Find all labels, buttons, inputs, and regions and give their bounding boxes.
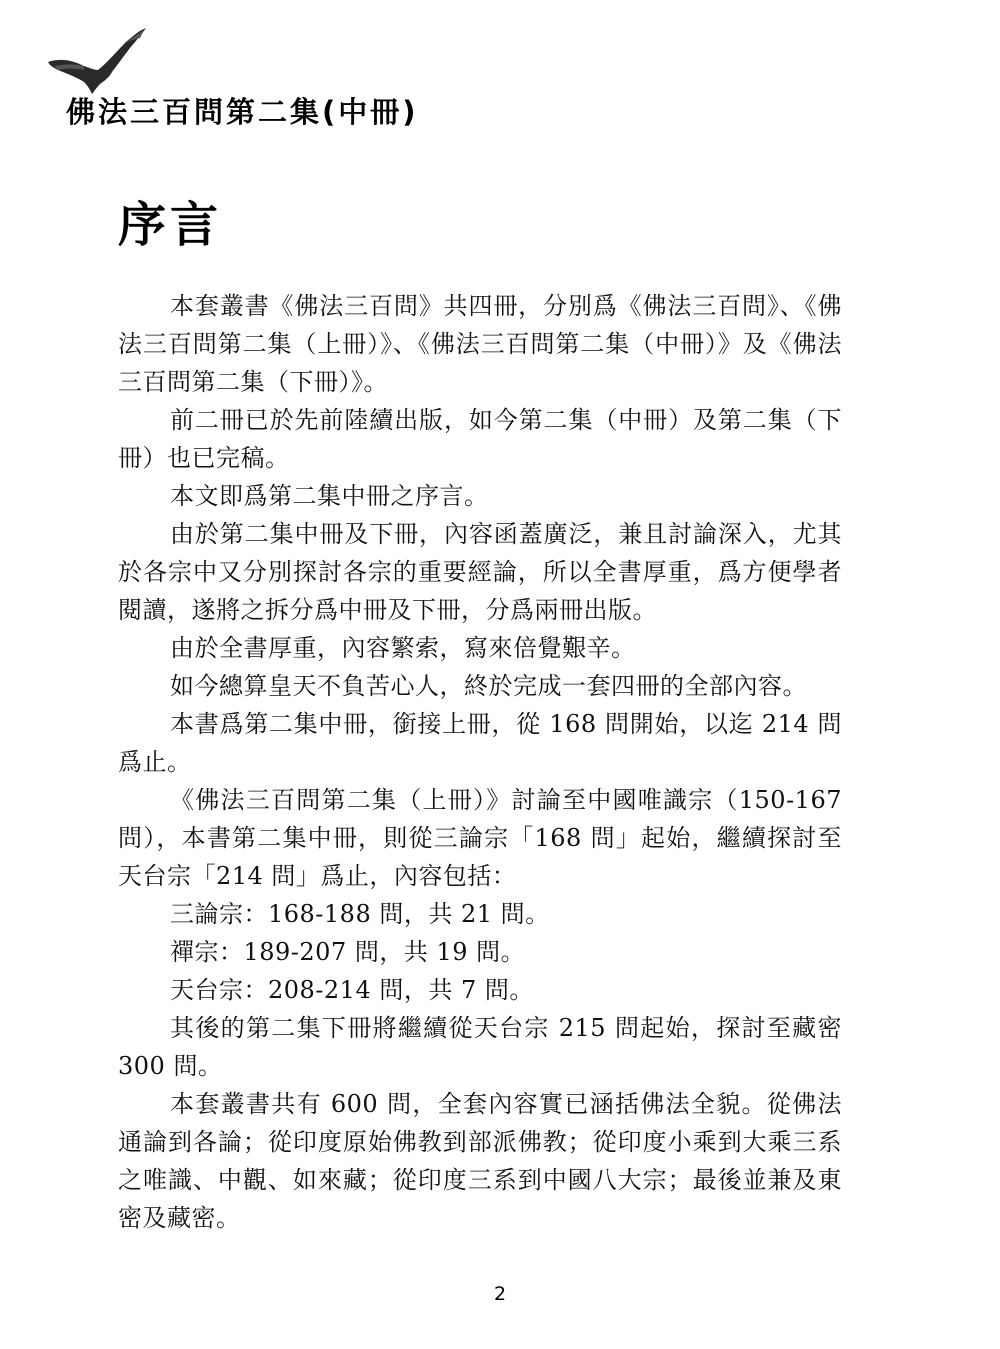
paragraph: 本文即爲第二集中冊之序言。 — [170, 482, 489, 510]
paragraph: 本套叢書《佛法三百問》共四冊，分別爲《佛法三百問》、《佛法三百問第二集（上冊）》、《佛法三百問第二集（中冊）》及《佛法三百問第二集（下冊）》。 — [118, 292, 842, 396]
body-text — [118, 287, 842, 1237]
book-title: 佛法三百問第二集(中冊) — [66, 95, 419, 129]
paragraph: 由於全書厚重，內容繁索，寫來倍覺艱辛。 — [170, 634, 636, 662]
chapter-title: 序言 — [118, 197, 223, 253]
paragraph: 本套叢書共有 600 問，全套內容實已涵括佛法全貌。從佛法通論到各論；從印度原始佛教到部派佛教；從印度小乘到大乘三系之唯識、中觀、如來藏；從印度三系到中國八大宗；最後並兼及東密及藏密。 — [118, 1090, 842, 1232]
paragraph: 由於第二集中冊及下冊，內容函蓋廣泛，兼且討論深入，尤其於各宗中又分別探討各宗的重要經論，所以全書厚重，爲方便學者閱讀，遂將之拆分爲中冊及下冊，分爲兩冊出版。 — [118, 520, 842, 624]
running-header — [44, 26, 464, 136]
paragraph: 禪宗：189-207 問，共 19 問。 — [170, 938, 526, 966]
paragraph: 三論宗：168-188 問，共 21 問。 — [170, 900, 550, 928]
paragraph: 《佛法三百問第二集（上冊）》討論至中國唯識宗（150-167問），本書第二集中冊，則從三論宗「168 問」起始，繼續探討至天台宗「214 問」爲止，內容包括： — [118, 786, 842, 890]
eagle-icon — [44, 26, 154, 96]
page-number: 2 — [493, 1283, 507, 1305]
paragraph: 前二冊已於先前陸續出版，如今第二集（中冊）及第二集（下冊）也已完稿。 — [118, 406, 842, 472]
paragraph: 本書爲第二集中冊，銜接上冊，從 168 問開始，以迄 214 問爲止。 — [118, 710, 842, 776]
paragraph: 天台宗：208-214 問，共 7 問。 — [170, 976, 534, 1004]
paragraph: 如今總算皇天不負苦心人，終於完成一套四冊的全部內容。 — [170, 672, 807, 700]
paragraph: 其後的第二集下冊將繼續從天台宗 215 問起始，探討至藏密300 問。 — [118, 1014, 842, 1080]
